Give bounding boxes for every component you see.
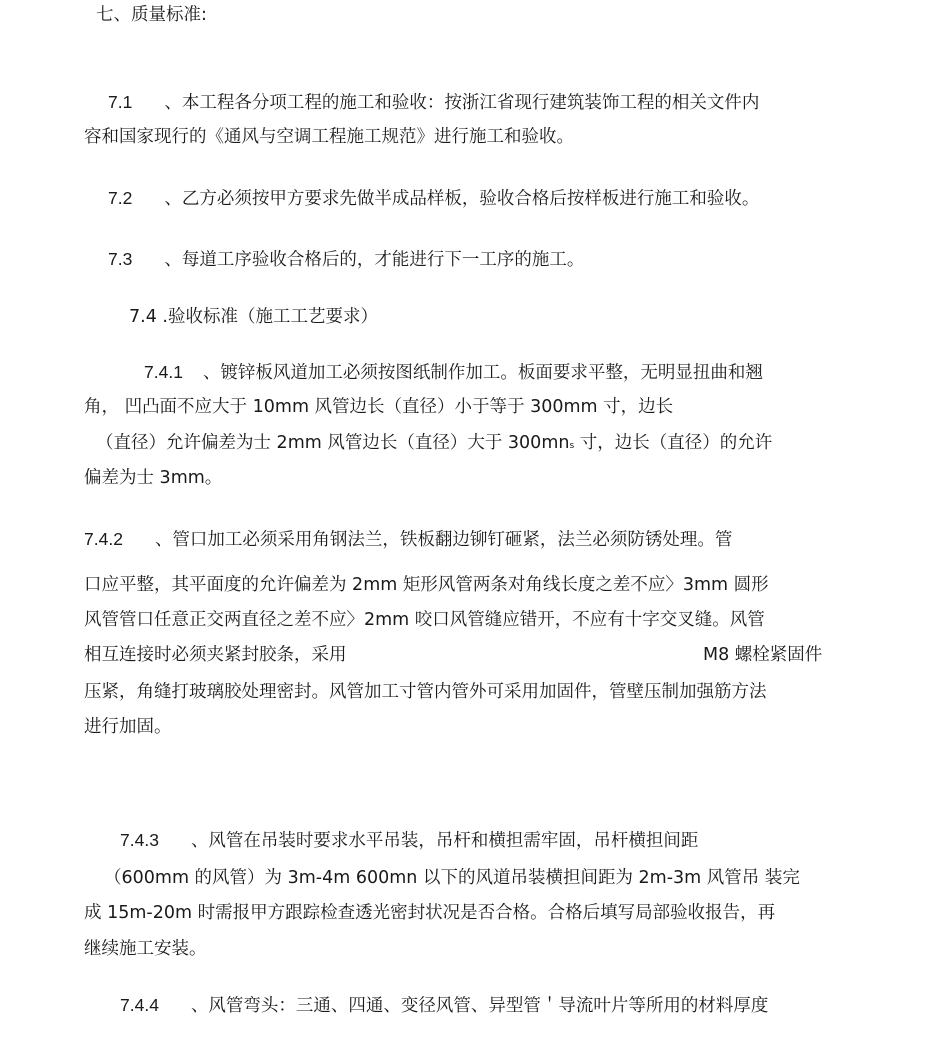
- clause-number: 7.3: [108, 249, 133, 269]
- clause-number: 7.1: [108, 92, 133, 112]
- clause-7-4-1-line-1: [144, 360, 763, 385]
- clause-7-4-3-line-2: （600mm 的风管）为 3m-4m 600mn 以下的风道吊装横担间距为 2m-3m 风管吊 装完: [104, 868, 800, 888]
- clause-7-4-1-line-4: 偏差为士 3mm。: [84, 468, 223, 488]
- clause-text: 、本工程各分项工程的施工和验收：按浙江省现行建筑装饰工程的相关文件内: [164, 93, 760, 113]
- clause-number: 7.4.1: [144, 362, 183, 382]
- clause-text: 、镀锌板风道加工必须按图纸制作加工。板面要求平整，无明显扭曲和翘: [202, 363, 763, 383]
- clause-7-4-2-line-5: 压紧，角缝打玻璃胶处理密封。风管加工寸管内管外可采用加固件，管壁压制加强筋方法: [84, 682, 767, 702]
- clause-7-4-4-line-1: [120, 993, 768, 1018]
- clause-7-4-3-line-4: 继续施工安装。: [84, 939, 207, 959]
- clause-7-4-2-line-6: 进行加固。: [84, 717, 172, 737]
- clause-number: 7.2: [108, 188, 133, 208]
- clause-text: 、每道工序验收合格后的，才能进行下一工序的施工。: [164, 250, 585, 270]
- clause-text-part: 寸，边长（直径）的允许: [574, 433, 773, 453]
- section-heading: 七、质量标准:: [96, 5, 207, 25]
- clause-7-3: [108, 247, 584, 272]
- clause-7-1-line-2: 容和国家现行的《通风与空调工程施工规范》进行施工和验收。: [84, 127, 574, 147]
- clause-7-1-line-1: [108, 90, 759, 115]
- clause-7-4-2-line-2: 口应平整，其平面度的允许偏差为 2mm 矩形风管两条对角线长度之差不应〉3mm 圆形: [84, 575, 769, 595]
- clause-text: 、管口加工必须采用角钢法兰，铁板翻边铆钉砸紧，法兰必须防锈处理。管: [154, 530, 733, 550]
- subscript-glyph: s: [569, 441, 575, 451]
- clause-7-4-2-line-3: 风管管口任意正交两直径之差不应〉2mm 咬口风管缝应错开，不应有十字交叉缝。风管: [84, 610, 765, 630]
- clause-number: 7.4.3: [120, 830, 159, 850]
- clause-text: 、风管在吊装时要求水平吊装，吊杆和横担需牢固，吊杆横担间距: [190, 831, 699, 851]
- clause-7-4-2-line-4b: M8 螺栓紧固件: [703, 645, 823, 665]
- clause-7-2: [108, 186, 759, 211]
- clause-number: 7.4.2: [84, 529, 123, 549]
- clause-7-4-1-line-2: 角， 凹凸面不应大于 10mm 风管边长（直径）小于等于 300mm 寸，边长: [84, 397, 674, 417]
- clause-7-4-1-line-3: [96, 431, 772, 458]
- clause-7-4-heading: 7.4 .验收标准（施工工艺要求）: [129, 307, 378, 327]
- clause-7-4-2-line-1: [84, 527, 732, 552]
- clause-text: 、风管弯头：三通、四通、变径风管、异型管＇导流叶片等所用的材料厚度: [190, 996, 769, 1016]
- clause-text-part: （直径）允许偏差为士 2mm 风管边长（直径）大于 300mn: [96, 433, 570, 453]
- clause-text: 、乙方必须按甲方要求先做半成品样板，验收合格后按样板进行施工和验收。: [164, 189, 760, 209]
- clause-7-4-3-line-3: 成 15m-20m 时需报甲方跟踪检查透光密封状况是否合格。合格后填写局部验收报告，再: [84, 903, 776, 923]
- clause-7-4-2-line-4a: 相互连接时必须夹紧封胶条，采用: [84, 645, 347, 665]
- clause-7-4-3-line-1: [120, 828, 698, 853]
- clause-number: 7.4.4: [120, 995, 159, 1015]
